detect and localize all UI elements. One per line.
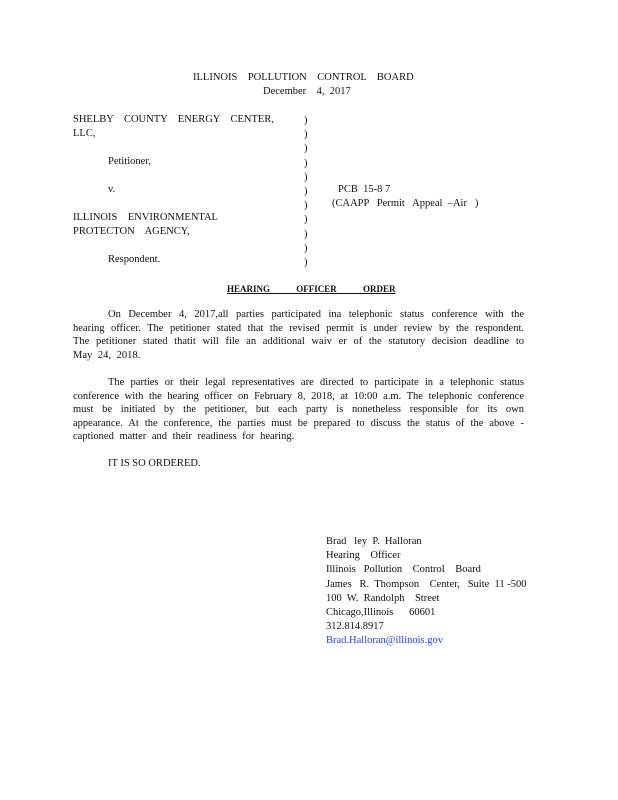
order-title: HEARING OFFICER ORDER	[227, 284, 396, 294]
so-ordered: IT IS SO ORDERED.	[108, 458, 201, 469]
petitioner-role: Petitioner,	[108, 156, 152, 167]
signer-address1: James R. Thompson Center, Suite 11 -500	[326, 578, 527, 590]
signature-block	[326, 535, 527, 649]
respondent-role: Respondent.	[108, 254, 161, 265]
signer-city: Chicago,Illinois 60601	[326, 607, 436, 619]
signer-name: Brad ley P. Halloran	[326, 536, 422, 547]
signer-address2: 100 W. Randolph Street	[326, 592, 440, 604]
respondent-name-line2: PROTECTON AGENCY,	[73, 226, 190, 237]
versus-label: v.	[108, 184, 116, 195]
case-number: PCB 15-8 7	[338, 184, 391, 195]
order-date: December 4, 2017	[263, 86, 351, 97]
signer-phone: 312.814.8917	[326, 621, 384, 633]
petitioner-name-line1: SHELBY COUNTY ENERGY CENTER,	[73, 114, 274, 125]
signer-email-link[interactable]: Brad.Halloran@illinois.gov	[326, 635, 443, 647]
signer-org: Illinois Pollution Control Board	[326, 564, 481, 576]
board-title: ILLINOIS POLLUTION CONTROL BOARD	[193, 72, 414, 83]
paragraph-2: The parties or their legal representatives are directed to participate in a telephonic status conference with the hearing officer on February 8, 2018, at 10:00 a.m. The telephonic conference must be initiated by the petitioner, but each party is nonetheless responsible for its own appearance. At the conference, the parties must be prepared to discuss the status of the above -captioned matter and their readiness for hearing.	[73, 377, 524, 443]
case-type: (CAAPP Permit Appeal –Air )	[332, 198, 479, 209]
caption-parentheses: ) ) ) ) ) ) ) ) ) ) )	[304, 115, 308, 269]
signer-title: Hearing Officer	[326, 550, 401, 562]
paragraph-1: On December 4, 2017,all parties participated ina telephonic status conference with the hearing officer. The petitioner stated that the revised permit is under review by the respondent. The petitioner stated thatit will file an additional waiv er of the statutory decision deadline to May 24, 2018.	[73, 309, 524, 361]
respondent-name-line1: ILLINOIS ENVIRONMENTAL	[73, 212, 218, 223]
petitioner-name-line2: LLC,	[73, 128, 96, 139]
